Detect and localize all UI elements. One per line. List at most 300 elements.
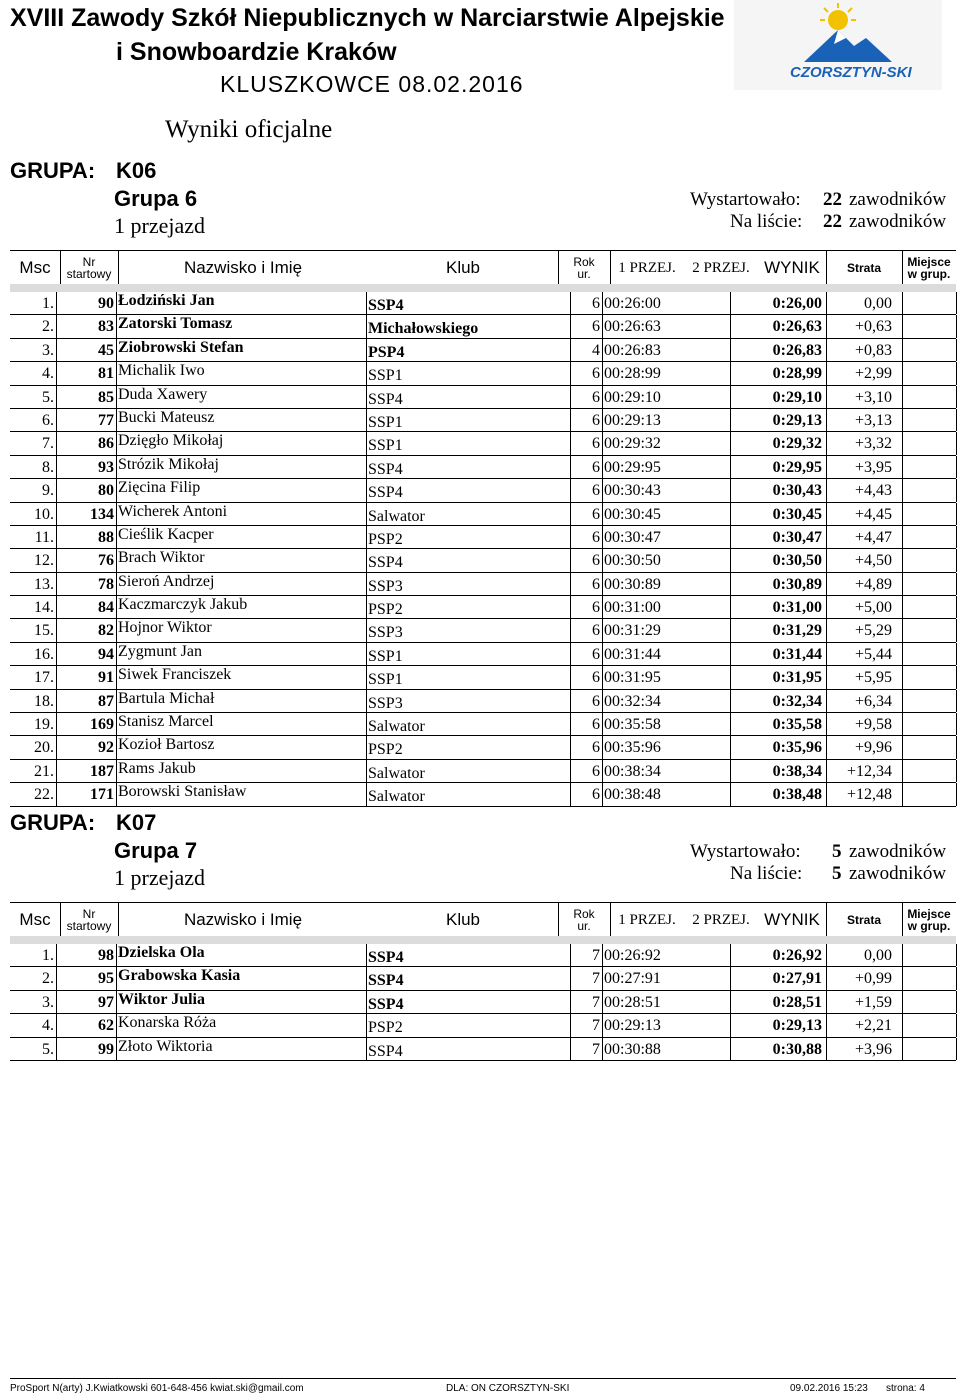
row-name: Dzielska Ola bbox=[118, 944, 205, 961]
col-wynik: WYNIK bbox=[764, 257, 820, 277]
row-name: Dzięgło Mikołaj bbox=[118, 432, 224, 450]
row-result: 0:30,50 bbox=[772, 552, 822, 570]
row-name: Cieślik Kacper bbox=[118, 525, 214, 543]
col-klub: Klub bbox=[445, 909, 481, 929]
row-start-number: 78 bbox=[98, 575, 114, 593]
row-name: Rams Jakub bbox=[118, 759, 196, 777]
col-strata: Strata bbox=[846, 912, 881, 927]
row-run1-time: 00:31:00 bbox=[604, 599, 661, 617]
row-run1-time: 00:32:34 bbox=[604, 692, 661, 710]
row-place: 3. bbox=[42, 993, 54, 1011]
table-row bbox=[10, 386, 956, 409]
table-row bbox=[10, 292, 956, 315]
col-p2: 2 PRZEJ. bbox=[692, 259, 750, 276]
row-run1-time: 00:30:88 bbox=[604, 1040, 661, 1058]
row-name: Brach Wiktor bbox=[118, 549, 205, 567]
row-result: 0:28,99 bbox=[772, 365, 822, 383]
footer-page: strona: 4 bbox=[886, 1383, 925, 1394]
row-place: 4. bbox=[42, 365, 54, 383]
row-club: PSP2 bbox=[368, 1019, 403, 1037]
row-start-number: 84 bbox=[98, 599, 114, 617]
header-shade bbox=[10, 284, 956, 292]
row-result: 0:32,34 bbox=[772, 692, 822, 710]
table-row bbox=[10, 643, 956, 666]
row-birth-year: 6 bbox=[592, 411, 600, 429]
row-club: SSP4 bbox=[368, 949, 404, 966]
row-birth-year: 6 bbox=[592, 435, 600, 453]
row-birth-year: 6 bbox=[592, 645, 600, 663]
row-start-number: 92 bbox=[98, 739, 114, 757]
row-name: Wiktor Julia bbox=[118, 990, 205, 1008]
results-label: Wyniki oficjalne bbox=[165, 116, 333, 143]
table-row bbox=[10, 666, 956, 689]
table-row bbox=[10, 456, 956, 479]
row-birth-year: 4 bbox=[592, 341, 600, 359]
row-run1-time: 00:26:00 bbox=[604, 295, 661, 312]
page-footer bbox=[10, 1378, 956, 1394]
row-place: 1. bbox=[42, 295, 54, 312]
row-time-loss: +3,32 bbox=[854, 435, 892, 453]
row-club: SSP1 bbox=[368, 413, 403, 431]
col-wynik: WYNIK bbox=[764, 909, 820, 929]
row-time-loss: +4,50 bbox=[854, 552, 892, 570]
started-label: Wystartowało: bbox=[690, 841, 801, 862]
row-place: 22. bbox=[34, 786, 54, 804]
row-run1-time: 00:31:95 bbox=[604, 669, 661, 687]
row-time-loss: +1,59 bbox=[854, 993, 892, 1011]
row-result: 0:31,44 bbox=[772, 645, 822, 663]
row-club: SSP3 bbox=[368, 577, 403, 595]
group-code: K07 bbox=[116, 810, 157, 835]
row-run1-time: 00:26:83 bbox=[604, 341, 661, 359]
row-name: Kaczmarczyk Jakub bbox=[118, 596, 248, 614]
row-start-number: 98 bbox=[98, 947, 114, 964]
row-place: 16. bbox=[34, 645, 54, 663]
table-row bbox=[10, 690, 956, 713]
col-msc: Msc bbox=[19, 909, 51, 929]
row-name: Konarska Róża bbox=[118, 1014, 217, 1032]
table-row bbox=[10, 760, 956, 783]
row-name: Zięcina Filip bbox=[118, 479, 201, 497]
col-msc: Msc bbox=[19, 257, 51, 277]
row-run1-time: 00:29:13 bbox=[604, 1017, 661, 1035]
row-time-loss: +5,00 bbox=[854, 599, 892, 617]
row-time-loss: +0,63 bbox=[854, 318, 892, 336]
table-row bbox=[10, 967, 956, 990]
row-club: SSP3 bbox=[368, 624, 403, 642]
table-header-k06 bbox=[10, 250, 956, 285]
row-birth-year: 7 bbox=[592, 993, 600, 1011]
row-place: 19. bbox=[34, 716, 54, 734]
row-start-number: 86 bbox=[98, 435, 114, 453]
list-label: Na liście: bbox=[730, 211, 803, 232]
row-name: Strózik Mikołaj bbox=[118, 455, 219, 473]
row-place: 15. bbox=[34, 622, 54, 640]
row-start-number: 93 bbox=[98, 458, 114, 476]
row-name: Borowski Stanisław bbox=[118, 783, 247, 801]
row-club: SSP4 bbox=[368, 972, 404, 990]
row-club: PSP2 bbox=[368, 741, 403, 759]
row-place: 20. bbox=[34, 739, 54, 757]
row-place: 21. bbox=[34, 762, 54, 780]
table-row bbox=[10, 432, 956, 455]
row-run1-time: 00:29:13 bbox=[604, 411, 661, 429]
row-result: 0:30,88 bbox=[772, 1040, 822, 1058]
list-unit: zawodników bbox=[849, 211, 947, 232]
table-header-k07 bbox=[10, 902, 956, 937]
row-start-number: 94 bbox=[98, 645, 114, 663]
event-title-line2: i Snowboardzie Kraków bbox=[116, 38, 397, 66]
row-start-number: 62 bbox=[98, 1017, 114, 1035]
table-row bbox=[10, 944, 956, 967]
row-name: Zatorski Tomasz bbox=[118, 315, 233, 333]
row-club: Michałowskiego bbox=[368, 320, 479, 338]
list-value: 5 bbox=[832, 863, 842, 884]
row-result: 0:26,00 bbox=[772, 295, 822, 312]
row-run1-time: 00:30:47 bbox=[604, 528, 661, 546]
row-name: Bartula Michał bbox=[118, 689, 215, 707]
logo-text: CZORSZTYN-SKI bbox=[790, 64, 912, 81]
run-label: 1 przejazd bbox=[114, 213, 205, 238]
row-run1-time: 00:38:48 bbox=[604, 786, 661, 804]
results-table-k06 bbox=[10, 292, 956, 807]
row-place: 18. bbox=[34, 692, 54, 710]
row-run1-time: 00:35:58 bbox=[604, 716, 661, 734]
row-result: 0:30,45 bbox=[772, 505, 822, 523]
list-label: Na liście: bbox=[730, 863, 803, 884]
row-result: 0:29,95 bbox=[772, 458, 822, 476]
row-result: 0:28,51 bbox=[772, 993, 822, 1011]
row-time-loss: +2,99 bbox=[854, 365, 892, 383]
table-row bbox=[10, 596, 956, 619]
row-run1-time: 00:29:32 bbox=[604, 435, 661, 453]
row-birth-year: 6 bbox=[592, 505, 600, 523]
event-location-date: KLUSZKOWCE 08.02.2016 bbox=[220, 71, 524, 97]
row-result: 0:29,10 bbox=[772, 388, 822, 406]
row-club: PSP4 bbox=[368, 343, 405, 361]
table-row bbox=[10, 736, 956, 759]
row-club: SSP3 bbox=[368, 694, 403, 712]
started-value: 22 bbox=[823, 189, 842, 210]
row-run1-time: 00:26:63 bbox=[604, 318, 661, 336]
table-row bbox=[10, 783, 956, 806]
row-name: Ziobrowski Stefan bbox=[118, 338, 244, 356]
row-place: 11. bbox=[34, 528, 54, 546]
col-p2: 2 PRZEJ. bbox=[692, 911, 750, 928]
row-birth-year: 6 bbox=[592, 786, 600, 804]
event-title-line1: XVIII Zawody Szkół Niepublicznych w Narciarstwie Alpejskie bbox=[10, 4, 725, 32]
row-time-loss: +2,21 bbox=[854, 1017, 892, 1035]
row-result: 0:30,43 bbox=[772, 482, 822, 500]
row-run1-time: 00:30:43 bbox=[604, 482, 661, 500]
header-shade bbox=[10, 936, 956, 944]
row-club: SSP1 bbox=[368, 647, 403, 665]
row-name: Hojnor Wiktor bbox=[118, 619, 212, 637]
row-birth-year: 7 bbox=[592, 970, 600, 988]
row-club: SSP4 bbox=[368, 484, 403, 502]
row-birth-year: 7 bbox=[592, 1040, 600, 1058]
row-result: 0:29,32 bbox=[772, 435, 822, 453]
row-start-number: 171 bbox=[90, 786, 114, 804]
col-rok: Rok ur. bbox=[573, 254, 595, 281]
row-result: 0:29,13 bbox=[772, 1017, 822, 1035]
row-start-number: 95 bbox=[98, 970, 114, 988]
row-club: Salwator bbox=[368, 507, 425, 525]
group-name: Grupa 7 bbox=[114, 838, 198, 863]
table-row bbox=[10, 991, 956, 1014]
row-birth-year: 7 bbox=[592, 1017, 600, 1035]
row-time-loss: +3,95 bbox=[854, 458, 892, 476]
row-run1-time: 00:26:92 bbox=[604, 947, 661, 964]
row-birth-year: 6 bbox=[592, 552, 600, 570]
row-time-loss: 0,00 bbox=[864, 295, 892, 312]
row-result: 0:38,34 bbox=[772, 762, 822, 780]
row-place: 17. bbox=[34, 669, 54, 687]
row-club: SSP4 bbox=[368, 297, 404, 314]
row-run1-time: 00:31:44 bbox=[604, 645, 661, 663]
col-miejsce: Miejsce w grup. bbox=[907, 906, 951, 933]
row-time-loss: +0,99 bbox=[854, 970, 892, 988]
row-start-number: 99 bbox=[98, 1040, 114, 1058]
row-place: 5. bbox=[42, 1040, 54, 1058]
row-result: 0:26,83 bbox=[772, 341, 822, 359]
row-place: 7. bbox=[42, 435, 54, 453]
row-start-number: 187 bbox=[90, 762, 114, 780]
col-klub: Klub bbox=[445, 257, 481, 277]
row-place: 2. bbox=[42, 970, 54, 988]
col-nr: Nr startowy bbox=[66, 906, 112, 933]
list-value: 22 bbox=[823, 211, 842, 232]
group-label: GRUPA: bbox=[10, 158, 96, 183]
row-result: 0:38,48 bbox=[772, 786, 822, 804]
row-place: 2. bbox=[42, 318, 54, 336]
row-time-loss: +4,43 bbox=[854, 482, 892, 500]
row-time-loss: +3,10 bbox=[854, 388, 892, 406]
row-name: Zygmunt Jan bbox=[118, 642, 202, 660]
row-run1-time: 00:30:50 bbox=[604, 552, 661, 570]
row-birth-year: 6 bbox=[592, 575, 600, 593]
row-name: Siwek Franciszek bbox=[118, 666, 232, 684]
row-birth-year: 6 bbox=[592, 365, 600, 383]
row-birth-year: 6 bbox=[592, 388, 600, 406]
table-row bbox=[10, 1014, 956, 1037]
row-club: SSP4 bbox=[368, 390, 403, 408]
row-time-loss: +5,44 bbox=[854, 645, 892, 663]
row-time-loss: +5,95 bbox=[854, 669, 892, 687]
row-time-loss: 0,00 bbox=[864, 947, 892, 964]
row-birth-year: 6 bbox=[592, 482, 600, 500]
row-time-loss: +4,45 bbox=[854, 505, 892, 523]
table-row bbox=[10, 479, 956, 502]
footer-datetime: 09.02.2016 15:23 bbox=[790, 1383, 868, 1394]
row-run1-time: 00:28:51 bbox=[604, 993, 661, 1011]
row-club: Salwator bbox=[368, 788, 425, 806]
group-code: K06 bbox=[116, 158, 157, 183]
row-start-number: 83 bbox=[98, 318, 114, 336]
row-start-number: 134 bbox=[90, 505, 114, 523]
started-value: 5 bbox=[832, 841, 842, 862]
row-club: SSP4 bbox=[368, 554, 403, 572]
row-club: SSP4 bbox=[368, 460, 403, 478]
results-table-k07 bbox=[10, 944, 956, 1061]
row-name: Stanisz Marcel bbox=[118, 713, 214, 731]
row-birth-year: 6 bbox=[592, 599, 600, 617]
row-name: Bucki Mateusz bbox=[118, 408, 215, 426]
row-name: Wicherek Antoni bbox=[118, 502, 228, 520]
row-start-number: 81 bbox=[98, 365, 114, 383]
row-place: 10. bbox=[34, 505, 54, 523]
row-name: Grabowska Kasia bbox=[118, 967, 241, 985]
row-result: 0:30,47 bbox=[772, 528, 822, 546]
row-club: PSP2 bbox=[368, 601, 403, 619]
col-strata: Strata bbox=[846, 260, 881, 275]
col-rok: Rok ur. bbox=[573, 906, 595, 933]
row-birth-year: 7 bbox=[592, 947, 600, 964]
row-run1-time: 00:28:99 bbox=[604, 365, 661, 383]
row-birth-year: 6 bbox=[592, 458, 600, 476]
table-row bbox=[10, 339, 956, 362]
row-club: PSP2 bbox=[368, 530, 403, 548]
row-run1-time: 00:30:45 bbox=[604, 505, 661, 523]
col-p1: 1 PRZEJ. bbox=[618, 259, 676, 276]
row-start-number: 87 bbox=[98, 692, 114, 710]
table-row bbox=[10, 362, 956, 385]
col-name: Nazwisko i Imię bbox=[183, 257, 303, 277]
row-place: 12. bbox=[34, 552, 54, 570]
row-place: 1. bbox=[42, 947, 54, 964]
group-label: GRUPA: bbox=[10, 810, 96, 835]
run-label: 1 przejazd bbox=[114, 865, 205, 890]
footer-client: DLA: ON CZORSZTYN-SKI bbox=[446, 1383, 570, 1394]
table-row bbox=[10, 503, 956, 526]
row-birth-year: 6 bbox=[592, 669, 600, 687]
row-birth-year: 6 bbox=[592, 692, 600, 710]
row-time-loss: +9,96 bbox=[854, 739, 892, 757]
group-name: Grupa 6 bbox=[114, 186, 198, 211]
started-label: Wystartowało: bbox=[690, 189, 801, 210]
row-result: 0:29,13 bbox=[772, 411, 822, 429]
row-start-number: 169 bbox=[90, 716, 114, 734]
row-run1-time: 00:38:34 bbox=[604, 762, 661, 780]
row-time-loss: +12,48 bbox=[846, 786, 892, 804]
row-start-number: 82 bbox=[98, 622, 114, 640]
row-place: 13. bbox=[34, 575, 54, 593]
row-start-number: 91 bbox=[98, 669, 114, 687]
table-row bbox=[10, 713, 956, 736]
row-run1-time: 00:30:89 bbox=[604, 575, 661, 593]
row-club: SSP1 bbox=[368, 367, 403, 385]
row-time-loss: +5,29 bbox=[854, 622, 892, 640]
row-start-number: 76 bbox=[98, 552, 114, 570]
row-start-number: 80 bbox=[98, 482, 114, 500]
table-row bbox=[10, 315, 956, 338]
row-start-number: 45 bbox=[98, 341, 114, 359]
row-birth-year: 6 bbox=[592, 528, 600, 546]
row-club: SSP1 bbox=[368, 437, 403, 455]
started-unit: zawodników bbox=[849, 841, 947, 862]
row-result: 0:27,91 bbox=[772, 970, 822, 988]
row-time-loss: +6,34 bbox=[854, 692, 892, 710]
list-unit: zawodników bbox=[849, 863, 947, 884]
row-time-loss: +0,83 bbox=[854, 341, 892, 359]
row-name: Sieroń Andrzej bbox=[118, 572, 215, 590]
col-p1: 1 PRZEJ. bbox=[618, 911, 676, 928]
row-club: Salwator bbox=[368, 718, 425, 736]
row-start-number: 85 bbox=[98, 388, 114, 406]
row-result: 0:26,63 bbox=[772, 318, 822, 336]
row-place: 5. bbox=[42, 388, 54, 406]
row-place: 3. bbox=[42, 341, 54, 359]
row-place: 8. bbox=[42, 458, 54, 476]
row-birth-year: 6 bbox=[592, 716, 600, 734]
row-time-loss: +3,13 bbox=[854, 411, 892, 429]
row-time-loss: +4,47 bbox=[854, 528, 892, 546]
row-result: 0:35,96 bbox=[772, 739, 822, 757]
table-row bbox=[10, 549, 956, 572]
row-start-number: 90 bbox=[98, 295, 114, 312]
row-run1-time: 00:29:10 bbox=[604, 388, 661, 406]
row-run1-time: 00:27:91 bbox=[604, 970, 661, 988]
row-run1-time: 00:35:96 bbox=[604, 739, 661, 757]
col-miejsce: Miejsce w grup. bbox=[907, 254, 951, 281]
row-name: Michalik Iwo bbox=[118, 362, 205, 380]
col-name: Nazwisko i Imię bbox=[183, 909, 303, 929]
row-club: SSP4 bbox=[368, 995, 404, 1013]
footer-credit: ProSport N(arty) J.Kwiatkowski 601-648-456 kwiat.ski@gmail.com bbox=[10, 1383, 304, 1394]
table-row bbox=[10, 409, 956, 432]
row-name: Kozioł Bartosz bbox=[118, 736, 215, 754]
row-result: 0:35,58 bbox=[772, 716, 822, 734]
row-birth-year: 6 bbox=[592, 318, 600, 336]
started-unit: zawodników bbox=[849, 189, 947, 210]
row-place: 4. bbox=[42, 1017, 54, 1035]
row-run1-time: 00:31:29 bbox=[604, 622, 661, 640]
row-club: SSP4 bbox=[368, 1042, 403, 1060]
row-result: 0:31,29 bbox=[772, 622, 822, 640]
row-result: 0:30,89 bbox=[772, 575, 822, 593]
table-row bbox=[10, 573, 956, 596]
row-place: 6. bbox=[42, 411, 54, 429]
row-club: Salwator bbox=[368, 764, 425, 782]
row-club: SSP1 bbox=[368, 671, 403, 689]
row-birth-year: 6 bbox=[592, 295, 600, 312]
row-result: 0:31,95 bbox=[772, 669, 822, 687]
col-nr: Nr startowy bbox=[66, 254, 112, 281]
czorsztyn-ski-logo bbox=[734, 0, 942, 90]
row-name: Duda Xawery bbox=[118, 385, 208, 403]
row-result: 0:26,92 bbox=[772, 947, 822, 964]
row-start-number: 88 bbox=[98, 528, 114, 546]
row-run1-time: 00:29:95 bbox=[604, 458, 661, 476]
row-time-loss: +4,89 bbox=[854, 575, 892, 593]
row-start-number: 97 bbox=[98, 993, 114, 1011]
row-result: 0:31,00 bbox=[772, 599, 822, 617]
table-row bbox=[10, 1038, 956, 1061]
row-birth-year: 6 bbox=[592, 739, 600, 757]
row-time-loss: +9,58 bbox=[854, 716, 892, 734]
table-row bbox=[10, 526, 956, 549]
row-birth-year: 6 bbox=[592, 762, 600, 780]
row-place: 9. bbox=[42, 482, 54, 500]
row-name: Złoto Wiktoria bbox=[118, 1037, 213, 1055]
table-row bbox=[10, 619, 956, 642]
row-name: Łodziński Jan bbox=[118, 292, 215, 309]
row-time-loss: +3,96 bbox=[854, 1040, 892, 1058]
row-birth-year: 6 bbox=[592, 622, 600, 640]
row-start-number: 77 bbox=[98, 411, 114, 429]
row-time-loss: +12,34 bbox=[846, 762, 892, 780]
row-place: 14. bbox=[34, 599, 54, 617]
